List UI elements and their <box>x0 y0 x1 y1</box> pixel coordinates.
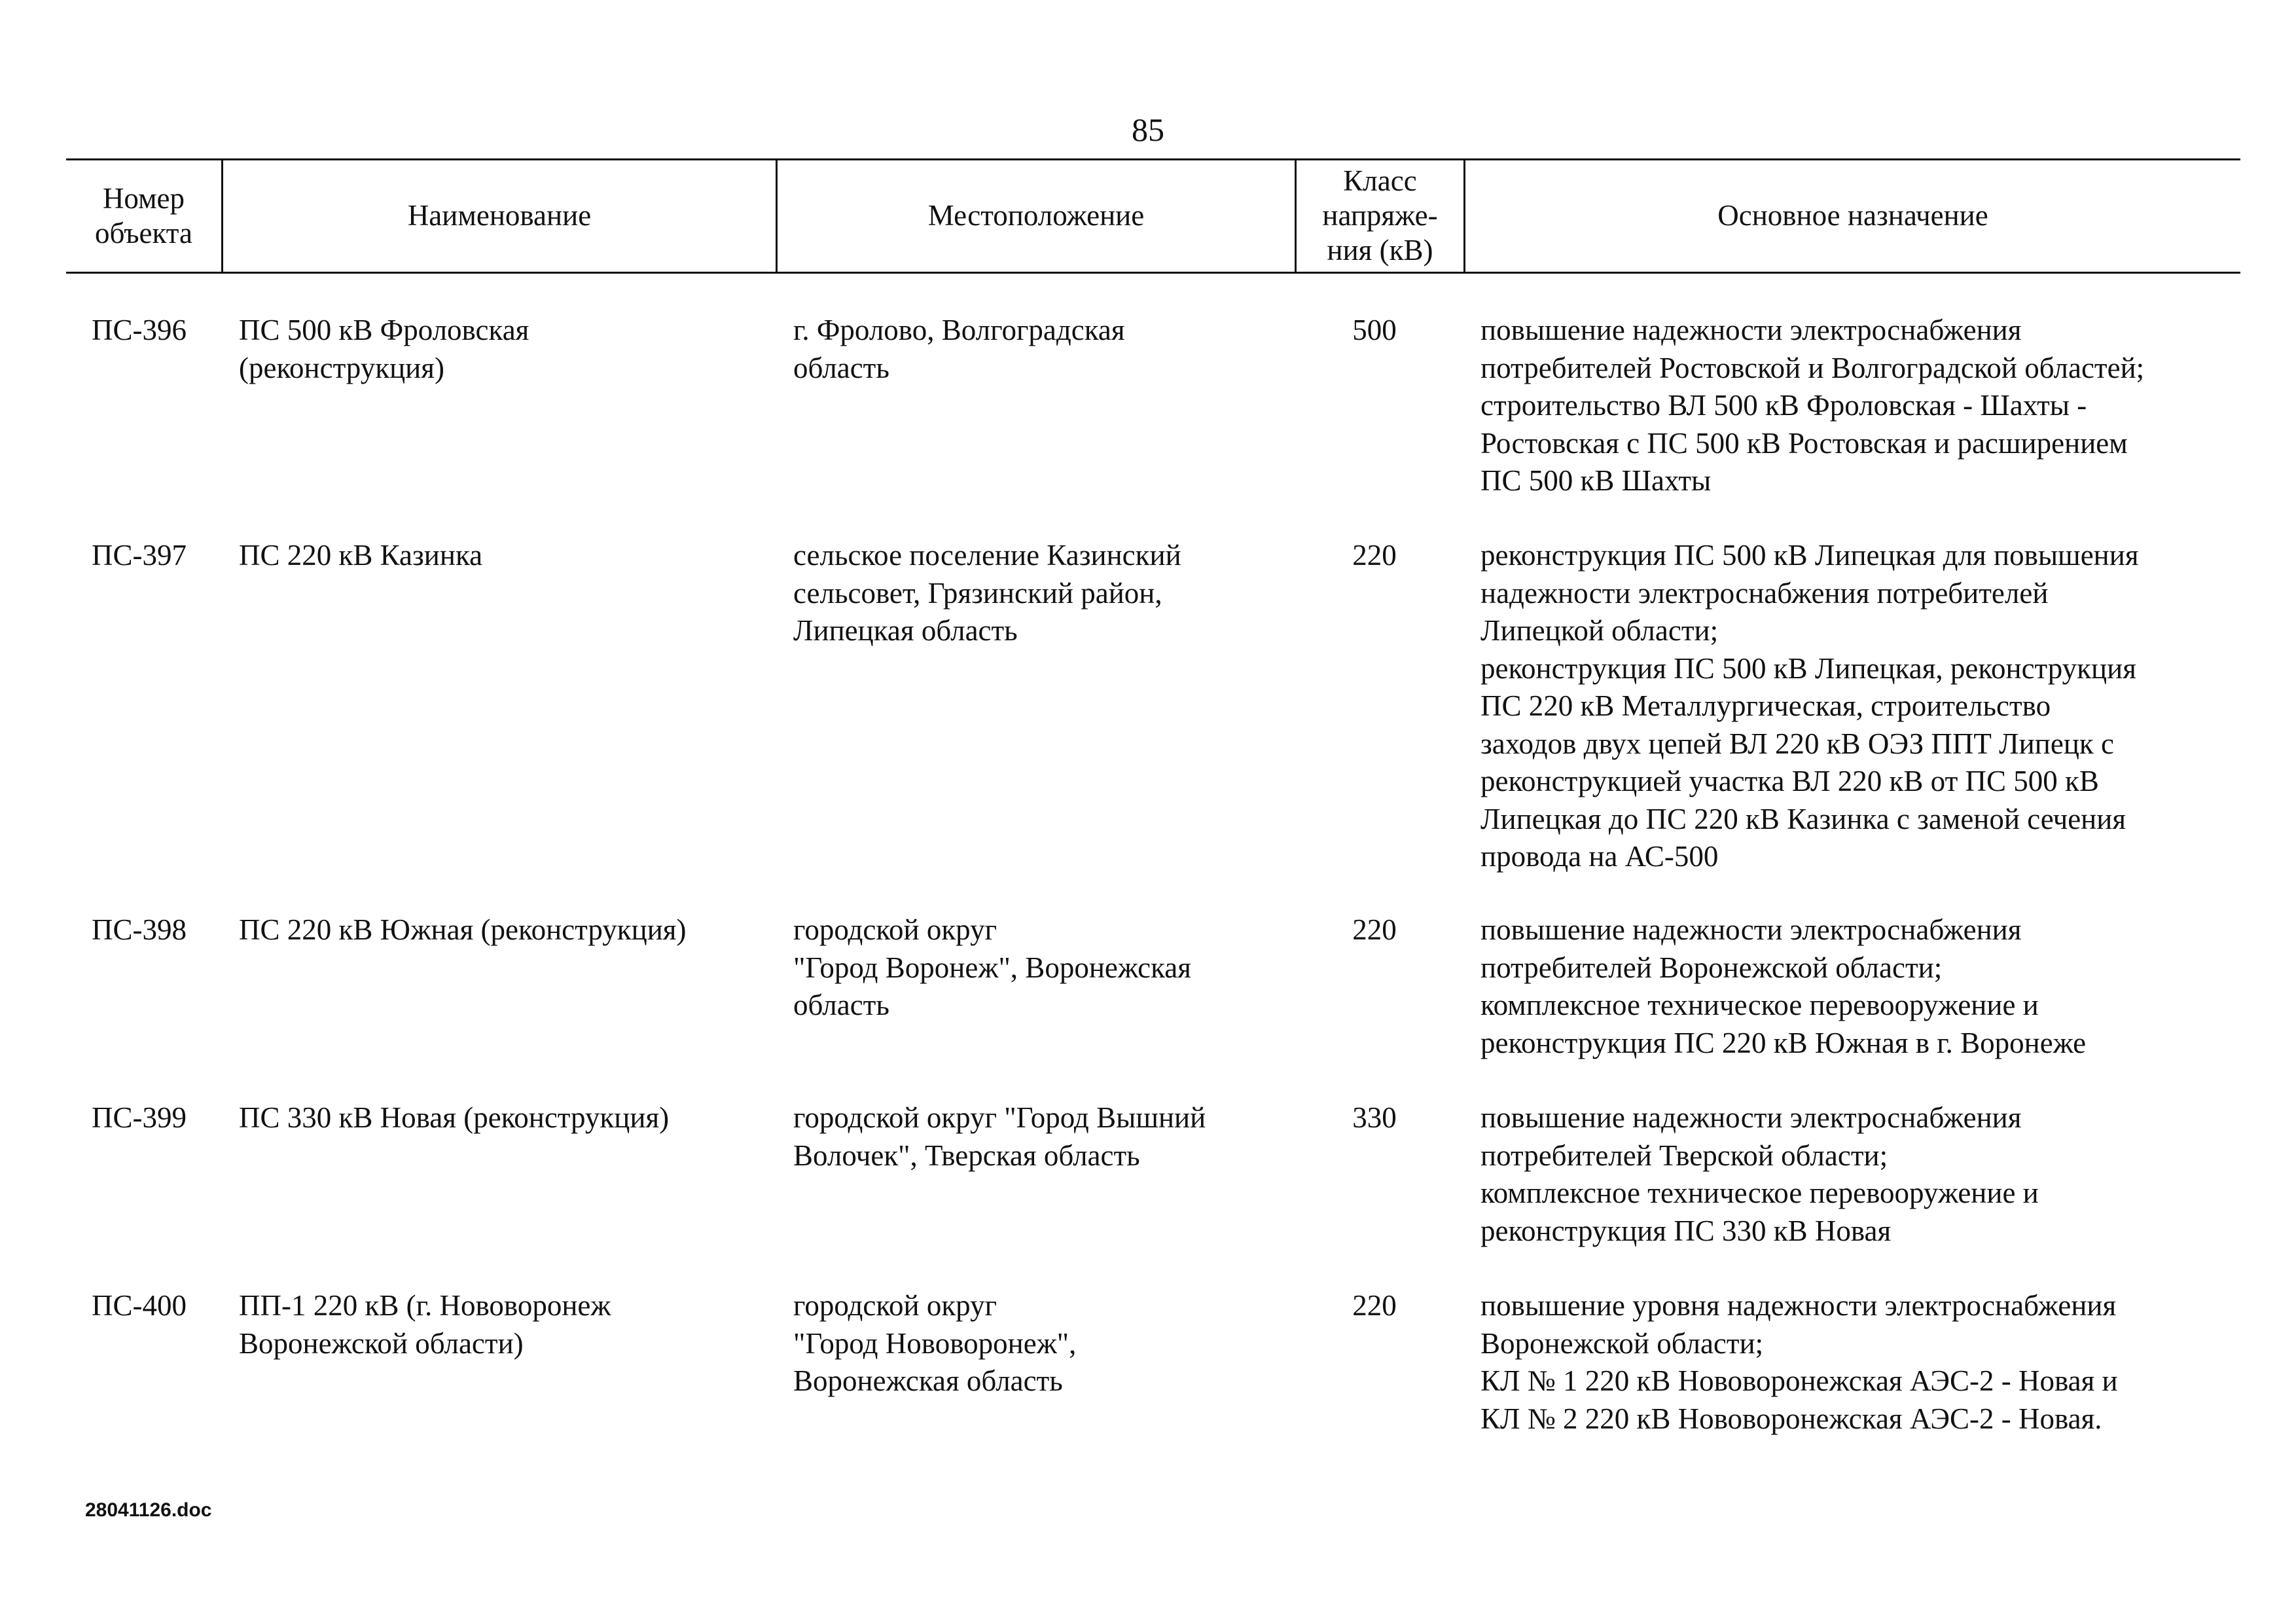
object-name: ПП-1 220 кВ (г. Нововоронеж Воронежской области) <box>239 1289 611 1360</box>
object-name: ПС 220 кВ Южная (реконструкция) <box>239 913 687 946</box>
object-voltage: 220 <box>1352 539 1397 572</box>
object-voltage: 220 <box>1352 1289 1397 1322</box>
header-name: Наименование <box>407 199 592 232</box>
object-number: ПС-400 <box>92 1289 187 1322</box>
object-purpose: реконструкция ПС 500 кВ Липецкая для повышения надежности электроснабжения потребителей Липецкой области; реконструкция ПС 500 кВ Липецкая, реконструкция ПС 220 кВ Металлургическая, строительство заходов двух цепей ВЛ 220 кВ ОЭЗ ППТ Липецк с реконструкцией участка ВЛ 220 кВ от ПС 500 кВ Липецкая до ПС 220 кВ Казинка с заменой сечения провода на АС-500 <box>1480 539 2139 873</box>
object-purpose: повышение уровня надежности электроснабжения Воронежской области; КЛ № 1 220 кВ Нововоронежская АЭС-2 - Новая и КЛ № 2 220 кВ Нововоронежская АЭС-2 - Новая. <box>1480 1289 2118 1435</box>
object-purpose: повышение надежности электроснабжения потребителей Воронежской области; комплексное техническое перевооружение и реконструкция ПС 220 кВ Южная в г. Воронеже <box>1480 913 2087 1059</box>
object-name: ПС 330 кВ Новая (реконструкция) <box>239 1101 670 1134</box>
object-location: городской округ "Город Нововоронеж", Воронежская область <box>793 1289 1077 1397</box>
object-purpose: повышение надежности электроснабжения потребителей Ростовской и Волгоградской областей; строительство ВЛ 500 кВ Фроловская - Шахты - Ростовская с ПС 500 кВ Ростовская и расширением ПС 500 кВ Шахты <box>1480 314 2145 497</box>
object-name: ПС 500 кВ Фроловская (реконструкция) <box>239 314 529 384</box>
object-number: ПС-396 <box>92 314 187 346</box>
header-voltage-class: Класс напряже- ния (кВ) <box>1322 164 1438 266</box>
object-name: ПС 220 кВ Казинка <box>239 539 483 572</box>
header-location: Местоположение <box>927 199 1145 232</box>
header-purpose: Основное назначение <box>1717 199 1988 232</box>
object-number: ПС-399 <box>92 1101 187 1134</box>
object-location: городской округ "Город Воронеж", Воронежская область <box>793 913 1191 1021</box>
object-number: ПС-398 <box>92 913 187 946</box>
object-purpose: повышение надежности электроснабжения потребителей Тверской области; комплексное техническое перевооружение и реконструкция ПС 330 кВ Новая <box>1480 1101 2039 1247</box>
object-voltage: 330 <box>1352 1101 1397 1134</box>
object-voltage: 220 <box>1352 913 1397 946</box>
header-object-number: Номер объекта <box>95 181 192 249</box>
document-file-name: 28041126.doc <box>85 1499 212 1521</box>
object-location: г. Фролово, Волгоградская область <box>793 314 1125 384</box>
table-header-bottom-rule <box>66 272 2240 274</box>
page-number: 85 <box>1132 111 1164 148</box>
object-location: сельское поселение Казинский сельсовет, Грязинский район, Липецкая область <box>793 539 1181 647</box>
object-voltage: 500 <box>1352 314 1397 346</box>
object-number: ПС-397 <box>92 539 187 572</box>
object-location: городской округ "Город Вышний Волочек", Тверская область <box>793 1101 1206 1172</box>
